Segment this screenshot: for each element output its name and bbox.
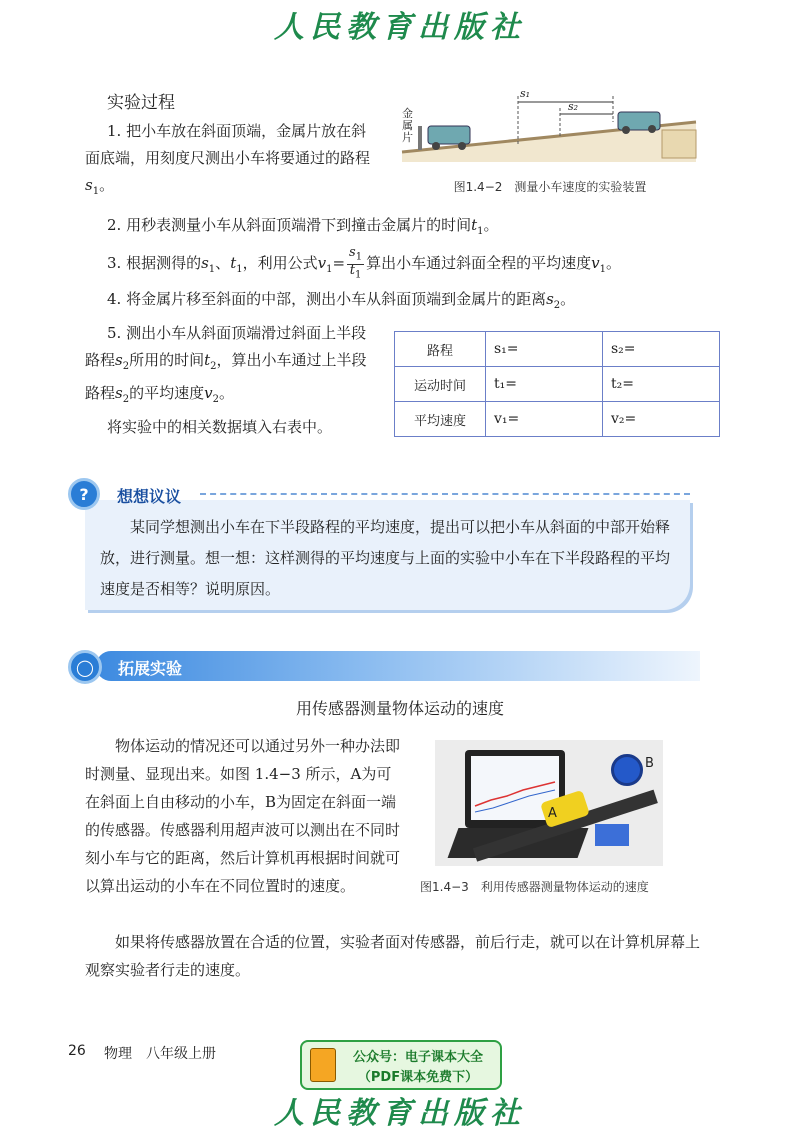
sensor-photo xyxy=(435,740,663,866)
table-cell: s₂= xyxy=(603,332,720,367)
extend-paragraph-2: 如果将传感器放置在合适的位置，实验者面对传感器，前后行走，就可以在计算机屏幕上观察实验者行走的速度。 xyxy=(85,933,701,979)
step-2: 2. 用秒表测量小车从斜面顶端滑下到撞击金属片的时间$t_1$。 xyxy=(107,216,499,237)
velocity-formula: $\frac{s_1}{t_1}$ xyxy=(349,245,363,281)
wood-block-icon xyxy=(662,130,696,158)
book-icon xyxy=(310,1048,336,1082)
table-row-label: 运动时间 xyxy=(395,367,486,402)
label-b: B xyxy=(645,756,654,771)
step-3: 3. 根据测得的$s_1$、$t_1$，利用公式$v_1=$ $\frac{s_1}{t_1}$ 算出小车通过斜面全程的平均速度$v_1$。 xyxy=(107,245,621,281)
extend-subtitle: 用传感器测量物体运动的速度 xyxy=(295,699,504,718)
publisher-footer: 人民教育出版社 xyxy=(274,1096,526,1131)
s2-label: s₂ xyxy=(568,100,579,113)
extend-title: 拓展实验 xyxy=(118,659,183,678)
table-row-label: 平均速度 xyxy=(395,402,486,437)
step-1: 1. 把小车放在斜面顶端，金属片放在斜面底端，用刻度尺测出小车将要通过的路程$s_1$。 xyxy=(85,122,371,197)
s1-label: s₁ xyxy=(520,87,531,100)
think-divider xyxy=(200,493,690,495)
table-cell: v₁= xyxy=(486,402,603,437)
table-row xyxy=(395,367,720,402)
sensor-b-icon xyxy=(611,754,643,786)
watermark-badge xyxy=(300,1040,502,1090)
table-row-label: 路程 xyxy=(395,332,486,367)
extend-paragraph-1: 物体运动的情况还可以通过另外一种办法即时测量、显现出来。如图 1.4−3 所示，A为可在斜面上自由移动的小车，B为固定在斜面一端的传感器。传感器利用超声波可以测出在不同时刻小车与它的距离，然后计算机再根据时间就可以算出运动的小车在不同位置时的速度。 xyxy=(85,737,401,895)
table-cell: t₁= xyxy=(486,367,603,402)
think-body: 某同学想测出小车在下半段路程的平均速度，提出可以把小车从斜面的中部开始释放，进行测量。想一想：这样测得的平均速度与上面的实验中小车在下半段路程的平均速度是否相等？说明原因。 xyxy=(100,518,671,598)
book-title: 物理 八年级上册 xyxy=(104,1046,216,1062)
interface-box-icon xyxy=(595,824,629,846)
metal-plate-icon xyxy=(418,126,422,150)
figure-1-caption: 图1.4−2 测量小车速度的实验装置 xyxy=(453,180,647,194)
table-row xyxy=(395,402,720,437)
extend-banner xyxy=(96,651,700,681)
watermark-line-1: 公众号：电子课本大全 xyxy=(352,1050,483,1065)
table-cell: v₂= xyxy=(603,402,720,437)
watermark-line-2: （PDF课本免费下） xyxy=(357,1070,479,1085)
publisher-header: 人民教育出版社 xyxy=(274,10,526,45)
incline-apparatus-figure xyxy=(400,92,700,162)
table-cell: t₂= xyxy=(603,367,720,402)
figure-2-caption: 图1.4−3 利用传感器测量物体运动的速度 xyxy=(420,880,649,894)
lightbulb-icon: ? xyxy=(68,478,100,510)
table-cell: s₁= xyxy=(486,332,603,367)
step-5: 5. 测出小车从斜面顶端滑过斜面上半段路程$s_2$所用的时间$t_2$，算出小车通过上半段路程$s_2$的平均速度$v_2$。 xyxy=(85,324,367,405)
step-4: 4. 将金属片移至斜面的中部，测出小车从斜面顶端到金属片的距离$s_2$。 xyxy=(107,290,576,311)
metal-plate-label: 金属片 xyxy=(402,107,413,144)
data-table xyxy=(394,331,720,437)
section-heading: 实验过程 xyxy=(107,93,175,113)
table-row xyxy=(395,332,720,367)
label-a: A xyxy=(548,806,557,821)
page-number: 26 xyxy=(68,1043,86,1059)
think-title: 想想议议 xyxy=(117,487,182,506)
fill-instruction: 将实验中的相关数据填入右表中。 xyxy=(107,418,333,436)
magnifier-icon: ◯ xyxy=(68,650,102,684)
